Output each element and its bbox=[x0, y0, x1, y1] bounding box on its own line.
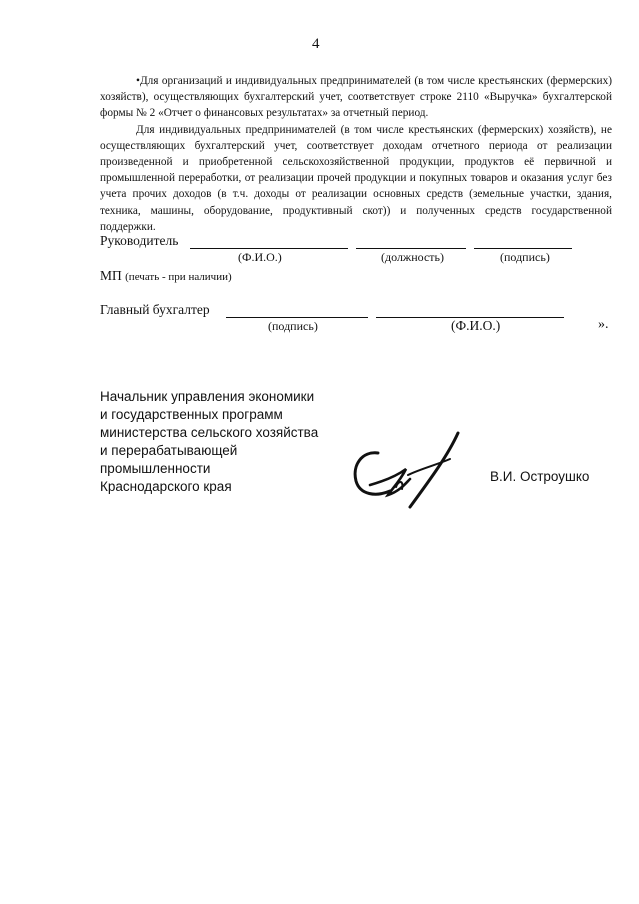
footnote bbox=[100, 73, 612, 235]
accountant-caption-fio: (Ф.И.О.) bbox=[451, 318, 501, 333]
signoff-line-4: и перерабатывающей bbox=[100, 443, 238, 458]
signoff-line-2: и государственных программ bbox=[100, 407, 283, 422]
accountant-signature-line bbox=[226, 317, 368, 318]
head-position-line bbox=[356, 248, 466, 249]
signer-name: В.И. Остроушко bbox=[490, 469, 590, 484]
signoff-line-3: министерства сельского хозяйства bbox=[100, 425, 319, 440]
head-caption-position: (должность) bbox=[381, 250, 444, 264]
head-fio-line bbox=[190, 248, 348, 249]
page-number: 4 bbox=[312, 36, 320, 52]
signoff-line-6: Краснодарского края bbox=[100, 479, 232, 494]
mp-note: (печать - при наличии) bbox=[125, 271, 232, 283]
footnote-paragraph-2: Для индивидуальных предпринимателей (в том числе крестьянских (фермерских) хозяйств), не осуществляющих бухгалтерский учет, соответствует доходам отчетного периода от реализации произведенной и приобретенной сельскохозяйственной продукции, продуктов её первичной и промышленной переработки, от реализации прочей продукции и покупных товаров и оказания услуг без учета прочих доходов (в т.ч. доходы от реализации основных средств (земельные участки, здания, техника, машины, оборудование, продуктивный скот)) и полученных средств государственной поддержки. bbox=[100, 123, 612, 233]
closing-quote: ». bbox=[598, 317, 609, 332]
head-caption-signature: (подпись) bbox=[500, 250, 550, 264]
head-caption-fio: (Ф.И.О.) bbox=[238, 250, 282, 264]
footnote-paragraph-1: •Для организаций и индивидуальных предпринимателей (в том числе крестьянских (фермерских) хозяйств), осуществляющих бухгалтерский учет, соответствует строке 2110 «Выручка» бухгалтерской формы № 2 «Отчет о финансовых результатах» за отчетный период. bbox=[100, 75, 612, 120]
head-signature-line bbox=[474, 248, 572, 249]
accountant-caption-signature: (подпись) bbox=[268, 319, 318, 333]
signoff-line-1: Начальник управления экономики bbox=[100, 389, 315, 404]
handwritten-signature bbox=[340, 425, 470, 515]
signoff-block bbox=[100, 388, 318, 496]
head-label: Руководитель bbox=[100, 233, 179, 248]
mp-label: МП bbox=[100, 268, 122, 283]
mp-line bbox=[100, 268, 232, 284]
accountant-label: Главный бухгалтер bbox=[100, 302, 210, 317]
signoff-line-5: промышленности bbox=[100, 461, 211, 476]
